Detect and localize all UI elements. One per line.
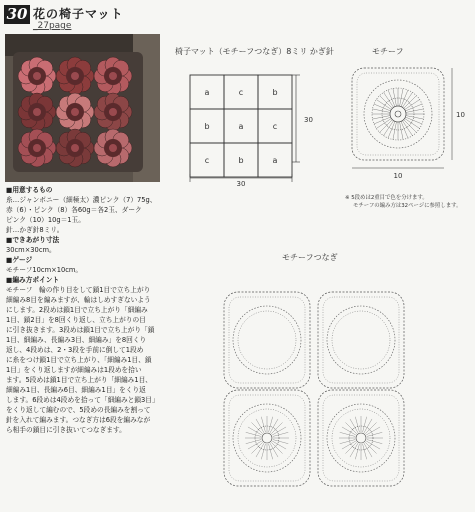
points-line: 細編み8目を編みますが、輪はしめすぎないよう	[6, 296, 151, 304]
gauge-value: モチーフ10cm×10cm。	[6, 266, 83, 274]
materials-section	[6, 185, 161, 435]
mat-cell-label: b	[272, 88, 278, 97]
size-heading: ■できあがり寸法	[6, 236, 60, 244]
size-value: 30cm×30cm。	[6, 246, 56, 254]
points-line: 1目、細編み、長編み3目、細編み」を8回くり	[6, 336, 147, 344]
joined-motif	[224, 390, 310, 486]
materials-line: 赤（6）・ピンク（8）各60g＝各2玉、ダーク	[6, 206, 142, 214]
chair-mat-photo	[5, 34, 160, 182]
points-line: ます。5段めは鎖1目で立ち上がり「細編み1目、	[6, 376, 152, 384]
motif-note-line: モチーフの編み方は32ページに参照します。	[353, 203, 462, 209]
flower-motif	[56, 57, 94, 95]
motif-chart-diagram	[340, 62, 472, 184]
mat-layout-diagram	[170, 60, 315, 188]
materials-line: ピンク（10）10g＝1玉。	[6, 216, 85, 224]
gauge-heading: ■ゲージ	[6, 256, 33, 264]
flower-motif	[18, 57, 56, 95]
points-line: 返し、4段めは、2・3段を手前に倒して1段め	[6, 346, 144, 354]
mat-cell-label: a	[204, 88, 210, 97]
mat-cell-label: c	[272, 122, 278, 131]
flower-motif	[94, 93, 132, 131]
points-line: 1目、鎖2目」を8回くり返し、立ち上がりの目	[6, 316, 146, 324]
mat-cell-label: c	[204, 156, 210, 165]
points-heading: ■編み方ポイント	[6, 276, 60, 284]
flower-motif	[56, 129, 94, 167]
points-line: します。6段めは4段めを拾って「細編みと鎖3目」	[6, 396, 159, 404]
motif-diagram-title: モチーフ	[372, 47, 404, 56]
motif-note-line: ※ 5段めは2重目で色を分けます。	[345, 195, 428, 201]
mat-cell-label: b	[204, 122, 210, 131]
motif-height-label: 10	[456, 111, 465, 119]
page-reference: _27page	[33, 21, 72, 31]
page-number: 30	[4, 5, 30, 24]
mat-diagram-title: 椅子マット（モチーフつなぎ）8ミリ かぎ針	[175, 47, 334, 56]
mat-height-label: 30	[304, 116, 313, 124]
joined-motif	[224, 292, 310, 388]
mat-width-label: 30	[236, 180, 246, 188]
points-line: に引き抜きます。3段めは鎖1目で立ち上がり「鎖	[6, 326, 155, 334]
materials-line: 糸…ジャンボニー（細極太）濃ピンク（7）75g、	[6, 196, 157, 204]
points-line: 1目」をくり返しますが細編みは1段めを拾い	[6, 366, 142, 374]
mat-cell-label: a	[272, 156, 278, 165]
mat-cell-label: a	[238, 122, 244, 131]
flower-motif	[56, 93, 94, 131]
points-line: 細編み1目、長編み6目、細編み1目」をくり返	[6, 386, 146, 394]
motif-width-label: 10	[393, 172, 403, 180]
points-line: に糸をつけ鎖1目で立ち上がり、「細編み1目、鎖	[6, 356, 152, 364]
materials-line: 針…かぎ針8ミリ。	[6, 226, 64, 234]
motif-joining-diagram	[220, 288, 410, 496]
joined-motif	[318, 292, 404, 388]
joined-motif	[318, 390, 404, 486]
flower-motif	[94, 129, 132, 167]
motif-note	[345, 194, 461, 210]
points-line: をくり返して編むので、5段めの長編みを割って	[6, 406, 151, 414]
materials-heading: ■用意するもの	[6, 186, 53, 194]
flower-motif	[18, 129, 56, 167]
mat-cell-label: c	[238, 88, 244, 97]
flower-motif	[18, 93, 56, 131]
points-line: モチーフ 輪の作り目をして鎖1目で立ち上がり	[6, 286, 151, 294]
page-title: 花の椅子マット	[33, 7, 124, 21]
joining-diagram-title: モチーフつなぎ	[282, 253, 338, 262]
points-line: にします。2段めは鎖1目で立ち上がり「細編み	[6, 306, 148, 314]
points-line: ら相手の鎖目に引き抜いてつなぎます。	[6, 426, 126, 434]
mat-cell-label: b	[238, 156, 244, 165]
points-line: 針を入れて編みます。つなぎ方は6段を編みなが	[6, 416, 151, 424]
flower-motif	[94, 57, 132, 95]
